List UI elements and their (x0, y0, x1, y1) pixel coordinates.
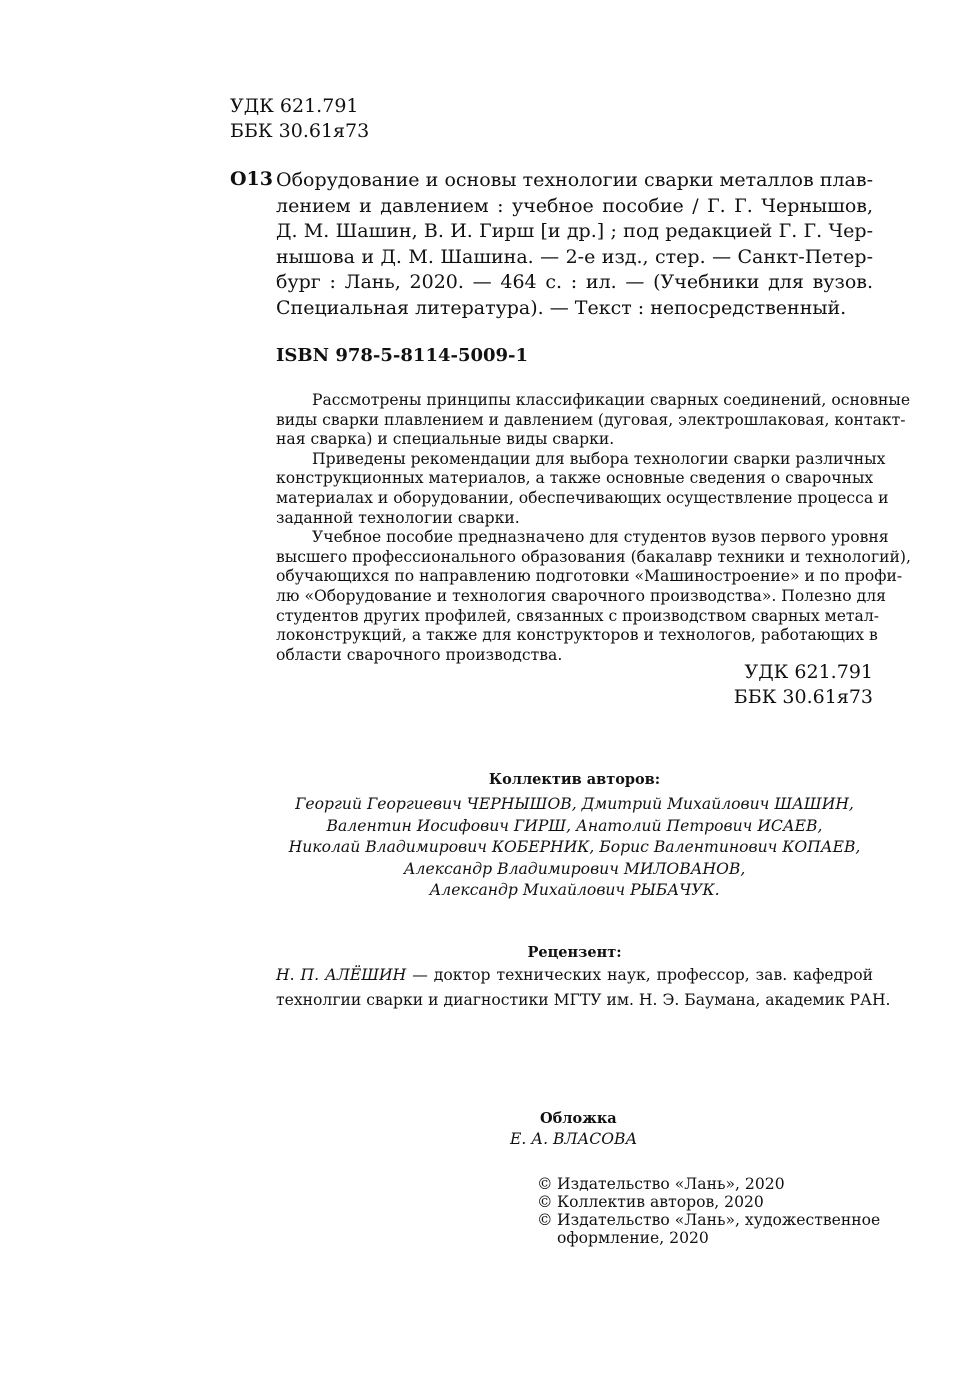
annotation-line: обучающихся по направлению подготовки «Машиностроение» и по профи- (276, 567, 903, 586)
biblio-line: бург : Лань, 2020. — 464 с. : ил. — (Учебники для вузов. (276, 271, 873, 294)
authors-line: Александр Михайлович РЫБАЧУК. (429, 881, 720, 899)
isbn: ISBN 978-5-8114-5009-1 (276, 345, 529, 366)
annotation-line: высшего профессионального образования (бакалавр техники и технологий), (276, 547, 911, 566)
annotation-line: Рассмотрены принципы классификации сварных соединений, основные (312, 391, 911, 409)
udk-code: УДК 621.791 (230, 95, 359, 117)
annotation (276, 391, 911, 665)
authors-line: Валентин Иосифович ГИРШ, Анатолий Петрович ИСАЕВ, (326, 816, 823, 835)
authors-block (276, 771, 873, 902)
copyright-text: оформление, 2020 (557, 1229, 709, 1247)
authors-line: Николай Владимирович КОБЕРНИК, Борис Валентинович КОПАЕВ, (288, 838, 861, 856)
copyright-text: Коллектив авторов, 2020 (557, 1193, 764, 1211)
bbk-code: ББК 30.61я73 (230, 120, 370, 142)
reviewer-credentials: — доктор технических наук, профессор, зав. кафедрой (406, 966, 873, 984)
author-mark: О13 (230, 168, 273, 190)
annotation-line: локонструкций, а также для конструкторов и технологов, работающих в (276, 626, 878, 645)
annotation-line: лю «Оборудование и технология сварочного производства». Полезно для (276, 586, 886, 605)
authors-line: Георгий Георгиевич ЧЕРНЫШОВ, Дмитрий Михайлович ШАШИН, (295, 795, 854, 813)
reviewer-heading: Рецензент: (527, 944, 622, 961)
reviewer-line: технолгии сварки и диагностики МГТУ им. Н. Э. Баумана, академик РАН. (276, 991, 891, 1009)
biblio-line: Д. М. Шашин, В. И. Гирш [и др.] ; под редакцией Г. Г. Чер- (276, 220, 873, 243)
cover-designer: Е. А. ВЛАСОВА (510, 1130, 638, 1148)
authors-line: Александр Владимирович МИЛОВАНОВ, (403, 859, 746, 878)
reviewer-line (276, 963, 873, 988)
udk-code: УДК 621.791 (744, 661, 873, 683)
copyright-row (537, 1193, 880, 1211)
biblio-line: Оборудование и основы технологии сварки металлов плав- (276, 169, 873, 191)
annotation-line: студентов других профилей, связанных с производством сварных метал- (276, 606, 880, 625)
annotation-line: виды сварки плавлением и давлением (дуговая, электрошлаковая, контакт- (276, 410, 906, 429)
annotation-line: области сварочного производства. (276, 645, 563, 664)
copyright-row (537, 1211, 880, 1229)
annotation-line: конструкционных материалов, а также основные сведения о сварочных (276, 469, 874, 488)
copyright-icon: © (537, 1211, 553, 1229)
classification-header (230, 94, 369, 144)
annotation-line: ная сварка) и специальные виды сварки. (276, 430, 615, 449)
copyright-block (537, 1175, 880, 1247)
authors-heading: Коллектив авторов: (488, 771, 661, 788)
biblio-line: нышова и Д. М. Шашина. — 2-е изд., стер. — Санкт-Петер- (276, 245, 873, 268)
classification-footer (600, 660, 873, 710)
cover-heading: Обложка (540, 1110, 617, 1127)
copyright-row (537, 1229, 880, 1247)
annotation-line: материалах и оборудовании, обеспечивающих осуществление процесса и (276, 488, 889, 507)
annotation-line: Учебное пособие предназначено для студентов вузов первого уровня (312, 528, 889, 547)
copyright-icon: © (537, 1175, 553, 1193)
biblio-line: лением и давлением : учебное пособие / Г. Г. Чернышов, (276, 194, 873, 217)
bbk-code: ББК 30.61я73 (733, 686, 873, 708)
bibliographic-record (276, 168, 873, 322)
copyright-row (537, 1175, 880, 1193)
copyright-text: Издательство «Лань», художественное (557, 1211, 881, 1229)
annotation-line: Приведены рекомендации для выбора технологии сварки различных (312, 449, 886, 468)
annotation-line: заданной технологии сварки. (276, 508, 520, 527)
copyright-icon: © (537, 1193, 553, 1211)
biblio-line: Специальная литература). — Текст : непосредственный. (276, 296, 847, 319)
copyright-text: Издательство «Лань», 2020 (557, 1175, 785, 1193)
reviewer-name: Н. П. АЛЁШИН (276, 966, 407, 984)
reviewer-block (276, 963, 891, 1013)
